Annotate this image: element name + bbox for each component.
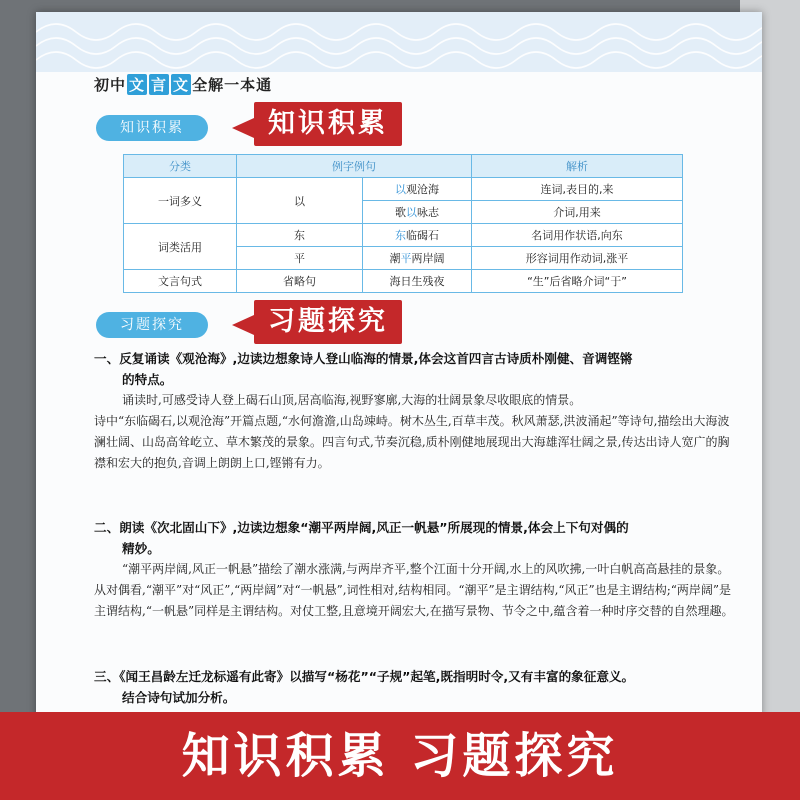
question-3-text: 三、《闻王昌龄左迁龙标遥有此寄》以描写“杨花”“子规”起笔,既指明时令,又有丰富的象征意义。	[94, 669, 635, 684]
word-cell: 省略句	[237, 270, 363, 293]
table-row	[124, 224, 683, 247]
category-cell: 一词多义	[124, 178, 237, 224]
table-row	[124, 178, 683, 201]
book-page	[36, 12, 762, 718]
title-suffix: 全解一本通	[192, 76, 273, 94]
book-title-header	[94, 74, 272, 95]
section-banner-knowledge: 知识积累	[254, 102, 402, 146]
question-1	[94, 348, 734, 474]
sentence-cell: 歌以咏志	[363, 201, 472, 224]
analysis-cell: 名词用作状语,向东	[472, 224, 683, 247]
sentence-cell: 海日生残夜	[363, 270, 472, 293]
sentence-cell: 以观沧海	[363, 178, 472, 201]
table-header-cell: 解析	[472, 155, 683, 178]
title-highlight-2: 言	[151, 76, 168, 94]
analysis-cell: 连词,表目的,来	[472, 178, 683, 201]
question-1-text: 一、反复诵读《观沧海》,边读边想象诗人登山临海的情景,体会这首四言古诗质朴刚健、音调铿锵	[94, 351, 633, 366]
word-cell: 东	[237, 224, 363, 247]
category-cell: 词类活用	[124, 224, 237, 270]
title-prefix: 初中	[94, 76, 127, 94]
section-banner-exercises: 习题探究	[254, 300, 402, 344]
analysis-cell: “生”后省略介词“于”	[472, 270, 683, 293]
title-highlight-1: 文	[129, 76, 146, 94]
question-2-text: 二、朗读《次北固山下》,边读边想象“潮平两岸阔,风正一帆悬”所展现的情景,体会上下句对偶的	[94, 520, 629, 535]
question-2	[94, 517, 734, 622]
question-2-text-cont: 精妙。	[122, 541, 160, 556]
analysis-cell: 介词,用来	[472, 201, 683, 224]
knowledge-table	[123, 154, 683, 293]
section-tag-exercises: 习题探究	[96, 312, 208, 338]
question-1-text-cont: 的特点。	[122, 372, 173, 387]
category-cell: 文言句式	[124, 270, 237, 293]
answer-1-p2: 诗中“东临碣石,以观沧海”开篇点题,“水何澹澹,山岛竦峙。树木丛生,百草丰茂。秋风萧瑟,洪波涌起”等诗句,描绘出大海波澜壮阔、山岛高耸屹立、草木繁茂的景象。四言句式,节奏沉稳,质朴刚健地展现出大海雄浑壮阔之景,传达出诗人宽广的胸襟和宏大的抱负,音调上朗朗上口,铿锵有力。	[94, 414, 730, 470]
decorative-header-band	[36, 12, 762, 72]
banner-arrow-icon	[232, 118, 254, 138]
sentence-cell: 东临碣石	[363, 224, 472, 247]
banner-arrow-icon	[232, 315, 254, 335]
wave-pattern	[36, 12, 762, 72]
word-cell: 以	[237, 178, 363, 224]
section-tag-knowledge: 知识积累	[96, 115, 208, 141]
question-3-text-cont: 结合诗句试加分析。	[122, 690, 236, 705]
sentence-cell: 潮平两岸阔	[363, 247, 472, 270]
title-highlight-3: 文	[173, 76, 190, 94]
question-3	[94, 666, 734, 708]
bottom-promo-banner: 知识积累 习题探究	[0, 712, 800, 800]
answer-1-p1: 诵读时,可感受诗人登上碣石山顶,居高临海,视野寥廓,大海的壮阔景象尽收眼底的情景。	[122, 393, 582, 407]
table-header-cell: 例字例句	[237, 155, 472, 178]
answer-2-p1: “潮平两岸阔,风正一帆悬”描绘了潮水涨满,与两岸齐平,整个江面十分开阔,水上的风吹拂,一叶白帆高高悬挂的景象。从对偶看,“潮平”对“风正”,“两岸阔”对“一帆悬”,词性相对,结构相同。“潮平”是主谓结构,“风正”也是主谓结构;“两岸阔”是主谓结构,“一帆悬”同样是主谓结构。对仗工整,且意境开阔宏大,在描写景物、节令之中,蕴含着一种时序交替的自然理趣。	[94, 562, 734, 618]
analysis-cell: 形容词用作动词,涨平	[472, 247, 683, 270]
word-cell: 平	[237, 247, 363, 270]
table-header-row	[124, 155, 683, 178]
table-header-cell: 分类	[124, 155, 237, 178]
table-row	[124, 270, 683, 293]
